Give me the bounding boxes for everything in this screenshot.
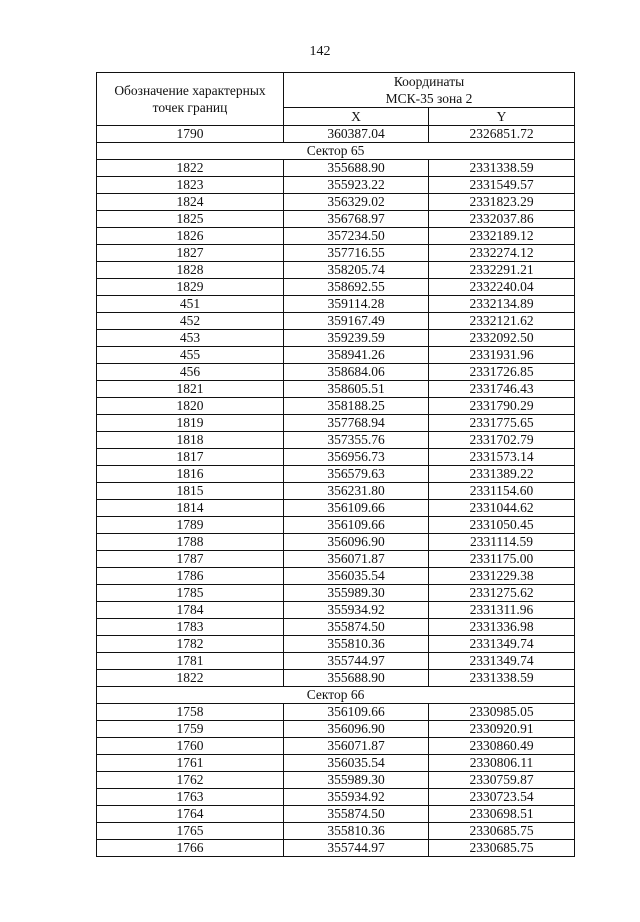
x-cell: 356579.63 bbox=[284, 466, 429, 483]
table-row bbox=[97, 755, 575, 772]
x-cell: 359167.49 bbox=[284, 313, 429, 330]
table-row bbox=[97, 568, 575, 585]
x-cell: 356109.66 bbox=[284, 517, 429, 534]
x-cell: 356035.54 bbox=[284, 568, 429, 585]
table-row bbox=[97, 364, 575, 381]
x-cell: 356109.66 bbox=[284, 704, 429, 721]
x-cell: 356768.97 bbox=[284, 211, 429, 228]
y-cell: 2331349.74 bbox=[429, 653, 575, 670]
point-cell: 1818 bbox=[97, 432, 284, 449]
y-cell: 2331275.62 bbox=[429, 585, 575, 602]
y-cell: 2330698.51 bbox=[429, 806, 575, 823]
y-cell: 2331775.65 bbox=[429, 415, 575, 432]
point-cell: 1762 bbox=[97, 772, 284, 789]
point-cell: 1815 bbox=[97, 483, 284, 500]
y-cell: 2331549.57 bbox=[429, 177, 575, 194]
x-cell: 355934.92 bbox=[284, 789, 429, 806]
x-cell: 359239.59 bbox=[284, 330, 429, 347]
y-cell: 2331044.62 bbox=[429, 500, 575, 517]
y-cell: 2331154.60 bbox=[429, 483, 575, 500]
table-row bbox=[97, 517, 575, 534]
point-cell: 1783 bbox=[97, 619, 284, 636]
y-cell: 2331389.22 bbox=[429, 466, 575, 483]
sector-row bbox=[97, 687, 575, 704]
y-cell: 2331746.43 bbox=[429, 381, 575, 398]
x-cell: 356956.73 bbox=[284, 449, 429, 466]
point-cell: 1820 bbox=[97, 398, 284, 415]
table-row bbox=[97, 126, 575, 143]
x-cell: 356035.54 bbox=[284, 755, 429, 772]
point-cell: 1782 bbox=[97, 636, 284, 653]
x-cell: 358692.55 bbox=[284, 279, 429, 296]
x-cell: 357716.55 bbox=[284, 245, 429, 262]
sector-label: Сектор 65 bbox=[97, 143, 575, 160]
point-cell: 1761 bbox=[97, 755, 284, 772]
y-cell: 2331175.00 bbox=[429, 551, 575, 568]
y-cell: 2332092.50 bbox=[429, 330, 575, 347]
point-cell: 1816 bbox=[97, 466, 284, 483]
y-cell: 2330685.75 bbox=[429, 823, 575, 840]
x-cell: 356096.90 bbox=[284, 534, 429, 551]
point-cell: 1784 bbox=[97, 602, 284, 619]
table-row bbox=[97, 704, 575, 721]
y-cell: 2332037.86 bbox=[429, 211, 575, 228]
table-row bbox=[97, 381, 575, 398]
table-row bbox=[97, 551, 575, 568]
point-cell: 1758 bbox=[97, 704, 284, 721]
table-row bbox=[97, 245, 575, 262]
table-row bbox=[97, 449, 575, 466]
table-row bbox=[97, 398, 575, 415]
x-cell: 355688.90 bbox=[284, 670, 429, 687]
point-cell: 1765 bbox=[97, 823, 284, 840]
y-cell: 2326851.72 bbox=[429, 126, 575, 143]
y-cell: 2330806.11 bbox=[429, 755, 575, 772]
point-cell: 1817 bbox=[97, 449, 284, 466]
header-coordinates-system: МСК-35 зона 2 bbox=[385, 91, 473, 106]
x-cell: 355934.92 bbox=[284, 602, 429, 619]
point-cell: 1788 bbox=[97, 534, 284, 551]
point-cell: 1827 bbox=[97, 245, 284, 262]
point-cell: 1790 bbox=[97, 126, 284, 143]
table-row bbox=[97, 772, 575, 789]
x-cell: 356231.80 bbox=[284, 483, 429, 500]
point-cell: 1823 bbox=[97, 177, 284, 194]
table-row bbox=[97, 602, 575, 619]
point-cell: 1825 bbox=[97, 211, 284, 228]
point-cell: 1829 bbox=[97, 279, 284, 296]
point-cell: 1764 bbox=[97, 806, 284, 823]
y-cell: 2331338.59 bbox=[429, 160, 575, 177]
point-cell: 455 bbox=[97, 347, 284, 364]
point-cell: 1763 bbox=[97, 789, 284, 806]
table-row bbox=[97, 789, 575, 806]
table-row bbox=[97, 534, 575, 551]
point-cell: 1828 bbox=[97, 262, 284, 279]
table-row bbox=[97, 330, 575, 347]
x-cell: 355810.36 bbox=[284, 636, 429, 653]
point-cell: 1785 bbox=[97, 585, 284, 602]
x-cell: 356071.87 bbox=[284, 551, 429, 568]
y-cell: 2331726.85 bbox=[429, 364, 575, 381]
table-row bbox=[97, 806, 575, 823]
x-cell: 356096.90 bbox=[284, 721, 429, 738]
y-cell: 2332121.62 bbox=[429, 313, 575, 330]
table-row bbox=[97, 313, 575, 330]
table-row bbox=[97, 483, 575, 500]
x-cell: 358205.74 bbox=[284, 262, 429, 279]
table-row bbox=[97, 619, 575, 636]
x-cell: 357768.94 bbox=[284, 415, 429, 432]
y-cell: 2332240.04 bbox=[429, 279, 575, 296]
y-cell: 2331114.59 bbox=[429, 534, 575, 551]
point-cell: 1789 bbox=[97, 517, 284, 534]
x-cell: 357355.76 bbox=[284, 432, 429, 449]
table-body bbox=[97, 126, 575, 857]
y-cell: 2332134.89 bbox=[429, 296, 575, 313]
x-cell: 358605.51 bbox=[284, 381, 429, 398]
header-x: X bbox=[284, 108, 429, 126]
y-cell: 2331931.96 bbox=[429, 347, 575, 364]
point-cell: 1759 bbox=[97, 721, 284, 738]
point-cell: 1824 bbox=[97, 194, 284, 211]
y-cell: 2331790.29 bbox=[429, 398, 575, 415]
y-cell: 2331311.96 bbox=[429, 602, 575, 619]
x-cell: 355688.90 bbox=[284, 160, 429, 177]
table-row bbox=[97, 840, 575, 857]
y-cell: 2330920.91 bbox=[429, 721, 575, 738]
table-row bbox=[97, 177, 575, 194]
point-cell: 451 bbox=[97, 296, 284, 313]
table-row bbox=[97, 415, 575, 432]
table-row bbox=[97, 653, 575, 670]
table-row bbox=[97, 296, 575, 313]
point-cell: 1766 bbox=[97, 840, 284, 857]
point-cell: 452 bbox=[97, 313, 284, 330]
point-cell: 1787 bbox=[97, 551, 284, 568]
x-cell: 355989.30 bbox=[284, 772, 429, 789]
x-cell: 360387.04 bbox=[284, 126, 429, 143]
table-row bbox=[97, 194, 575, 211]
y-cell: 2332189.12 bbox=[429, 228, 575, 245]
y-cell: 2331050.45 bbox=[429, 517, 575, 534]
y-cell: 2330685.75 bbox=[429, 840, 575, 857]
point-cell: 1822 bbox=[97, 670, 284, 687]
table-row bbox=[97, 823, 575, 840]
x-cell: 358684.06 bbox=[284, 364, 429, 381]
y-cell: 2331573.14 bbox=[429, 449, 575, 466]
x-cell: 355923.22 bbox=[284, 177, 429, 194]
x-cell: 355744.97 bbox=[284, 840, 429, 857]
point-cell: 1781 bbox=[97, 653, 284, 670]
x-cell: 359114.28 bbox=[284, 296, 429, 313]
sector-row bbox=[97, 143, 575, 160]
y-cell: 2332274.12 bbox=[429, 245, 575, 262]
y-cell: 2331349.74 bbox=[429, 636, 575, 653]
table-row bbox=[97, 500, 575, 517]
point-cell: 453 bbox=[97, 330, 284, 347]
table-row bbox=[97, 347, 575, 364]
point-cell: 1786 bbox=[97, 568, 284, 585]
table-row bbox=[97, 585, 575, 602]
page-number: 142 bbox=[309, 44, 331, 59]
header-point-label: Обозначение характерных точек границ bbox=[97, 73, 284, 126]
table-row bbox=[97, 228, 575, 245]
table-row bbox=[97, 636, 575, 653]
coordinates-table bbox=[96, 72, 575, 857]
point-cell: 456 bbox=[97, 364, 284, 381]
y-cell: 2330860.49 bbox=[429, 738, 575, 755]
table-row bbox=[97, 721, 575, 738]
table-row bbox=[97, 738, 575, 755]
x-cell: 356109.66 bbox=[284, 500, 429, 517]
x-cell: 355874.50 bbox=[284, 806, 429, 823]
table-row bbox=[97, 262, 575, 279]
y-cell: 2331229.38 bbox=[429, 568, 575, 585]
point-cell: 1826 bbox=[97, 228, 284, 245]
x-cell: 356329.02 bbox=[284, 194, 429, 211]
table-row bbox=[97, 279, 575, 296]
point-cell: 1760 bbox=[97, 738, 284, 755]
table-row bbox=[97, 432, 575, 449]
table-row bbox=[97, 466, 575, 483]
header-coordinates bbox=[284, 73, 575, 108]
sector-label: Сектор 66 bbox=[97, 687, 575, 704]
header-y: Y bbox=[429, 108, 575, 126]
point-cell: 1822 bbox=[97, 160, 284, 177]
x-cell: 355810.36 bbox=[284, 823, 429, 840]
table-row bbox=[97, 670, 575, 687]
x-cell: 355744.97 bbox=[284, 653, 429, 670]
header-coordinates-title: Координаты bbox=[393, 74, 465, 89]
x-cell: 355874.50 bbox=[284, 619, 429, 636]
y-cell: 2331702.79 bbox=[429, 432, 575, 449]
y-cell: 2330723.54 bbox=[429, 789, 575, 806]
table-row bbox=[97, 160, 575, 177]
y-cell: 2330985.05 bbox=[429, 704, 575, 721]
y-cell: 2331338.59 bbox=[429, 670, 575, 687]
x-cell: 358188.25 bbox=[284, 398, 429, 415]
y-cell: 2332291.21 bbox=[429, 262, 575, 279]
table-header bbox=[97, 73, 575, 126]
x-cell: 358941.26 bbox=[284, 347, 429, 364]
x-cell: 355989.30 bbox=[284, 585, 429, 602]
y-cell: 2330759.87 bbox=[429, 772, 575, 789]
x-cell: 356071.87 bbox=[284, 738, 429, 755]
point-cell: 1821 bbox=[97, 381, 284, 398]
point-cell: 1814 bbox=[97, 500, 284, 517]
point-cell: 1819 bbox=[97, 415, 284, 432]
y-cell: 2331336.98 bbox=[429, 619, 575, 636]
x-cell: 357234.50 bbox=[284, 228, 429, 245]
table-row bbox=[97, 211, 575, 228]
y-cell: 2331823.29 bbox=[429, 194, 575, 211]
